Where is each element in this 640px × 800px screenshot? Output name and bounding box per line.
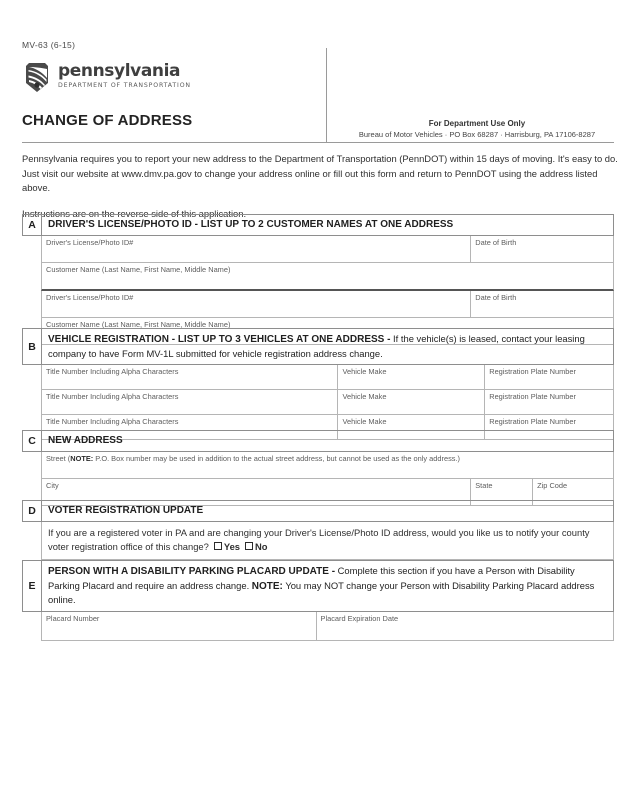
section-e-title-normal-2: You may NOT change your Person with Disability Parking Placard address online. — [48, 579, 595, 605]
logo-subtitle: DEPARTMENT OF TRANSPORTATION — [58, 82, 191, 89]
section-e-title-normal-1: Complete this section if you have a Person with Disability Parking Placard and require an address change. — [48, 565, 575, 591]
license-number-field-1[interactable]: Driver's License/Photo ID# — [46, 237, 134, 247]
logo-name: pennsylvania — [58, 61, 181, 81]
street-note-label: NOTE: — [70, 453, 94, 463]
section-a — [22, 214, 614, 345]
section-d-title — [42, 501, 613, 521]
department-use-title: For Department Use Only — [428, 119, 526, 128]
section-c-title-text: NEW ADDRESS — [48, 435, 123, 446]
customer-name-field-1[interactable]: Customer Name (Last Name, First Name, Middle Name) — [46, 264, 231, 274]
section-b-title — [42, 329, 613, 364]
section-e-title-bold-1: PERSON WITH A DISABILITY PARKING PLACARD UPDATE - — [48, 566, 336, 577]
street-label-pre: Street ( — [46, 453, 71, 463]
voter-question-text: If you are a registered voter in PA and are changing your Driver's License/Photo ID address, would you like us to notify your county voter registration office of this change? — [48, 526, 590, 552]
section-e-note-label: NOTE: — [251, 580, 283, 592]
no-checkbox[interactable] — [245, 542, 253, 550]
department-address: Bureau of Motor Vehicles · PO Box 68287 · Harrisburg, PA 17106-8287 — [358, 130, 596, 139]
section-b-title-normal: If the vehicle(s) is leased, contact your leasing company to have Form MV-1L submitted for vehicle registration address change. — [48, 333, 585, 359]
state-field[interactable]: State — [470, 479, 532, 505]
section-e-letter: E — [23, 561, 42, 611]
section-e-title — [42, 561, 613, 611]
section-c-body — [41, 452, 614, 506]
yes-label: Yes — [223, 540, 241, 552]
intro-paragraph-1: Pennsylvania requires you to report your new address to the Department of Transportation (PennDOT) within 15 days of moving. It's easy to do. Just visit our website at www.dmv.pa.gov to change your address online or fill out this form and return to PennDOT using the address listed above. — [22, 153, 618, 193]
title-number-field-2[interactable]: Title Number Including Alpha Characters — [46, 392, 179, 401]
plate-number-field-2[interactable]: Registration Plate Number — [484, 390, 613, 414]
title-number-field-3[interactable]: Title Number Including Alpha Characters — [46, 417, 179, 426]
date-of-birth-field-2[interactable]: Date of Birth — [470, 291, 613, 317]
section-d-header — [22, 500, 614, 522]
table-row — [41, 365, 614, 390]
header-vertical-divider — [326, 48, 327, 143]
table-row — [41, 390, 614, 415]
table-row — [41, 236, 614, 263]
section-a-header — [22, 214, 614, 236]
section-d-letter: D — [23, 501, 42, 521]
no-label: No — [255, 540, 268, 552]
customer-name-field-2[interactable]: Customer Name (Last Name, First Name, Middle Name) — [46, 319, 231, 329]
header-divider — [22, 142, 614, 143]
yes-checkbox[interactable] — [214, 542, 222, 550]
plate-number-field-3[interactable]: Registration Plate Number — [484, 415, 613, 439]
section-e-body — [41, 612, 614, 641]
section-c — [22, 430, 614, 506]
license-number-field-2[interactable]: Driver's License/Photo ID# — [46, 292, 134, 302]
section-a-letter: A — [23, 215, 42, 235]
page-title: CHANGE OF ADDRESS — [22, 112, 193, 129]
table-row — [41, 452, 614, 479]
street-address-field[interactable] — [42, 452, 613, 478]
keystone-logo-icon — [22, 63, 52, 92]
placard-expiration-field[interactable]: Placard Expiration Date — [316, 612, 613, 640]
section-b-title-bold: VEHICLE REGISTRATION - LIST UP TO 3 VEHICLES AT ONE ADDRESS - — [48, 334, 391, 345]
section-b-letter: B — [23, 329, 42, 364]
date-of-birth-field-1[interactable]: Date of Birth — [470, 236, 613, 262]
voter-registration-question-block — [41, 522, 614, 560]
title-number-field-1[interactable]: Title Number Including Alpha Characters — [46, 367, 179, 376]
section-a-title-text: DRIVER'S LICENSE/PHOTO ID - LIST UP TO 2 CUSTOMER NAMES AT ONE ADDRESS — [48, 219, 454, 230]
section-e — [22, 560, 614, 641]
vehicle-make-field-1[interactable]: Vehicle Make — [337, 365, 484, 389]
section-e-header — [22, 560, 614, 612]
section-c-header — [22, 430, 614, 452]
form-header — [22, 40, 614, 142]
table-row — [41, 291, 614, 318]
zip-code-field[interactable]: Zip Code — [532, 479, 613, 505]
section-b-header — [22, 328, 614, 365]
intro-text — [22, 152, 618, 221]
city-field[interactable]: City — [46, 480, 59, 490]
table-row — [41, 612, 614, 641]
penndot-logo — [22, 62, 191, 92]
table-row — [41, 263, 614, 291]
penndot-logo-text — [58, 62, 191, 90]
vehicle-make-field-3[interactable]: Vehicle Make — [337, 415, 484, 439]
section-c-title — [42, 431, 613, 451]
section-d — [22, 500, 614, 560]
department-use-block — [340, 118, 614, 140]
section-b — [22, 328, 614, 440]
section-b-body — [41, 365, 614, 440]
plate-number-field-1[interactable]: Registration Plate Number — [484, 365, 613, 389]
section-a-title — [42, 215, 613, 235]
street-label-post: P.O. Box number may be used in addition to the actual street address, but cannot be used as the only address.) — [93, 453, 460, 463]
placard-number-field[interactable]: Placard Number — [46, 613, 100, 623]
section-d-title-text: VOTER REGISTRATION UPDATE — [48, 505, 204, 516]
intro-paragraph-2: Instructions are on the reverse side of this application. — [22, 207, 247, 219]
section-c-letter: C — [23, 431, 42, 451]
vehicle-make-field-2[interactable]: Vehicle Make — [337, 390, 484, 414]
form-code: MV-63 (6-15) — [22, 40, 76, 50]
